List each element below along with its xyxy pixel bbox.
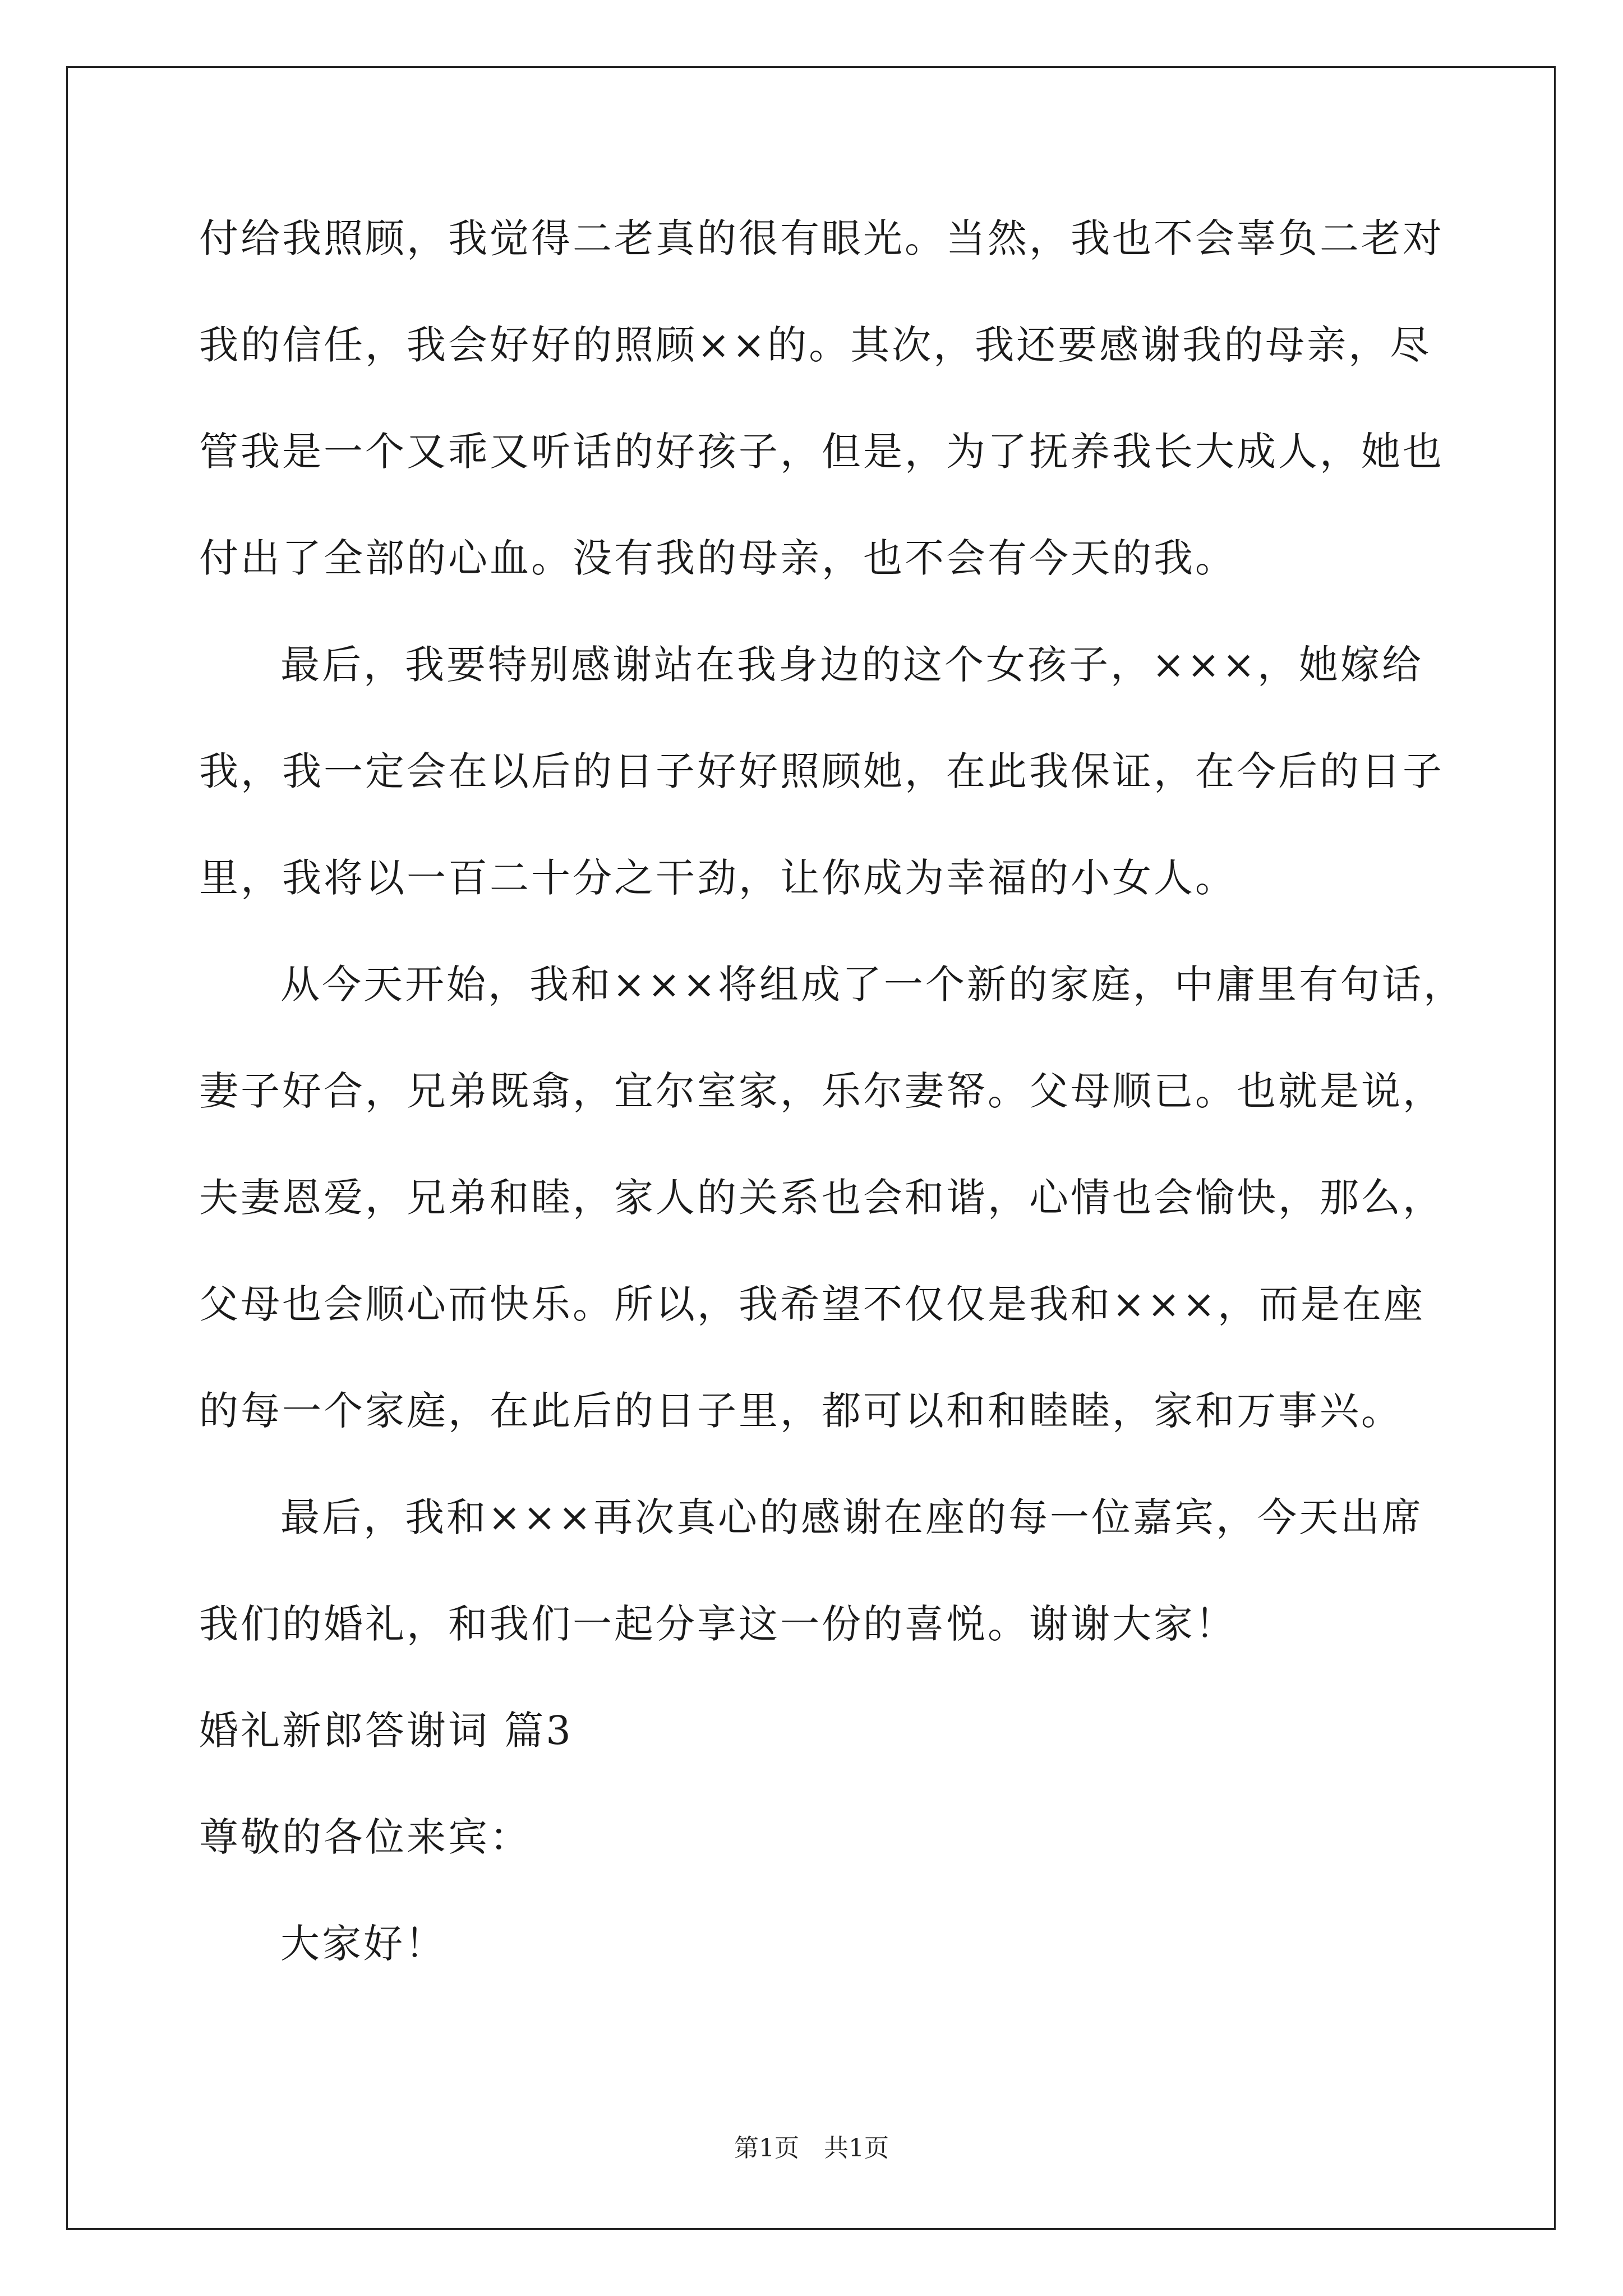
text-line: 的每一个家庭，在此后的日子里，都可以和和睦睦，家和万事兴。 bbox=[199, 1388, 1403, 1434]
text-line: 我们的婚礼，和我们一起分享这一份的喜悦。谢谢大家！ bbox=[199, 1601, 1237, 1647]
salutation: 尊敬的各位来宾： bbox=[199, 1814, 531, 1860]
page-footer: 第1页 共1页 bbox=[734, 2134, 889, 2162]
text-line: 最后，我要特别感谢站在我身边的这个女孩子，×××，她嫁给 bbox=[280, 642, 1423, 688]
text-line: 夫妻恩爱，兄弟和睦，家人的关系也会和谐，心情也会愉快，那么， bbox=[199, 1175, 1444, 1221]
text-line: 妻子好合，兄弟既翕，宜尔室家，乐尔妻帑。父母顺已。也就是说， bbox=[199, 1068, 1444, 1114]
text-line: 我，我一定会在以后的日子好好照顾她，在此我保证，在今后的日子 bbox=[199, 748, 1444, 794]
text-line: 付出了全部的心血。没有我的母亲，也不会有今天的我。 bbox=[199, 535, 1237, 581]
text-line: 里，我将以一百二十分之干劲，让你成为幸福的小女人。 bbox=[199, 855, 1237, 901]
text-line: 从今天开始，我和×××将组成了一个新的家庭，中庸里有句话， bbox=[280, 961, 1465, 1007]
text-line: 我的信任，我会好好的照顾××的。其次，我还要感谢我的母亲，尽 bbox=[199, 322, 1432, 368]
text-line: 最后，我和×××再次真心的感谢在座的每一位嘉宾，今天出席 bbox=[280, 1494, 1423, 1540]
text-line: 付给我照顾，我觉得二老真的很有眼光。当然，我也不会辜负二老对 bbox=[199, 215, 1444, 261]
greeting: 大家好！ bbox=[280, 1921, 446, 1967]
text-line: 父母也会顺心而快乐。所以，我希望不仅仅是我和×××，而是在座 bbox=[199, 1281, 1425, 1327]
text-line: 管我是一个又乖又听话的好孩子，但是，为了抚养我长大成人，她也 bbox=[199, 429, 1444, 475]
section-heading: 婚礼新郎答谢词 篇3 bbox=[199, 1708, 573, 1754]
page-frame bbox=[66, 66, 1556, 2230]
